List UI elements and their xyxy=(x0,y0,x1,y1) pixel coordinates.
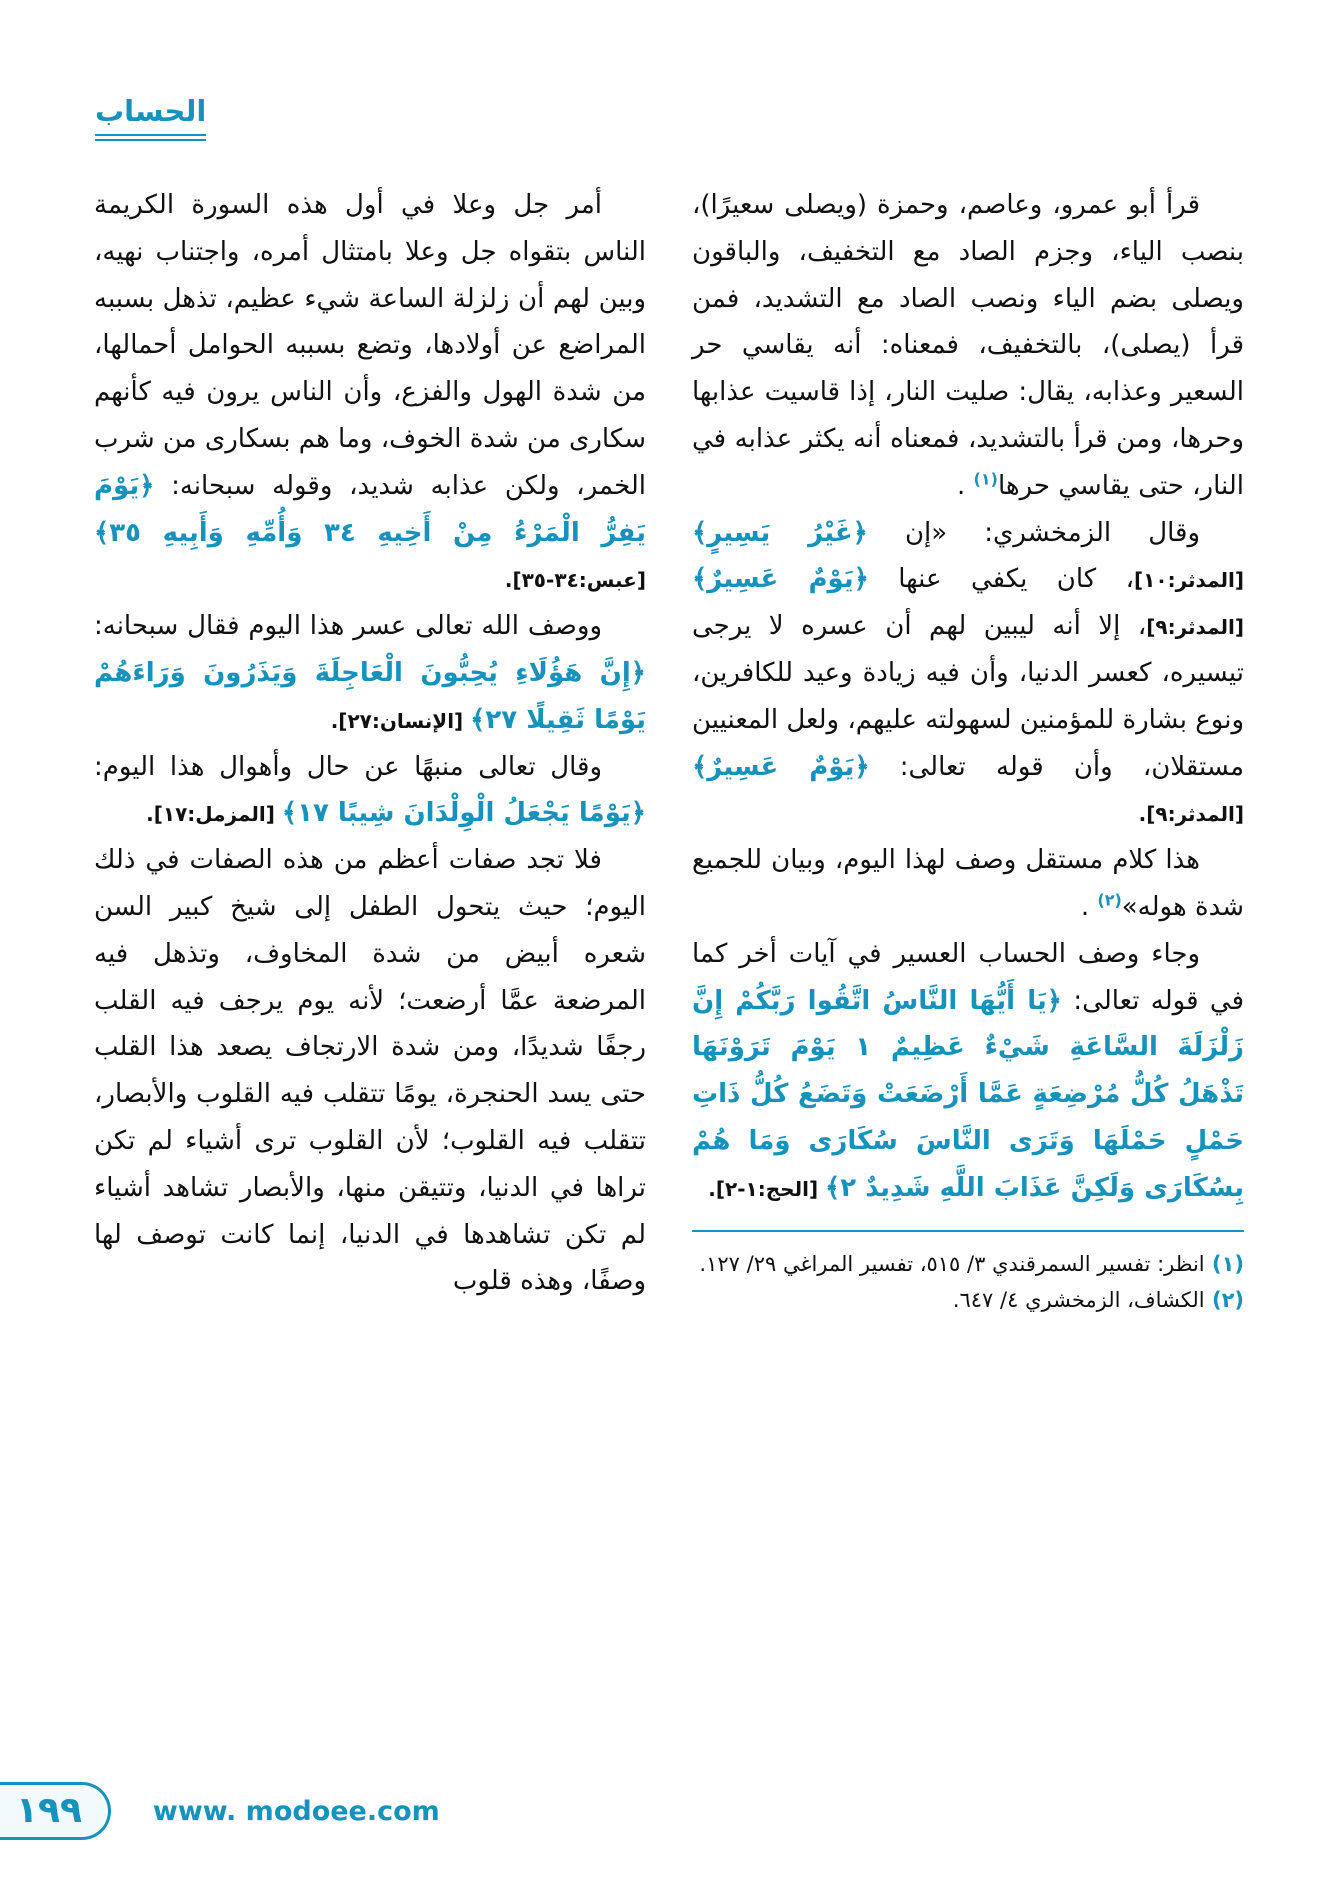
quran-verse: ﴿يَوْمٌ عَسِيرٌ﴾ xyxy=(692,751,870,782)
paragraph xyxy=(692,837,1244,931)
body-text: ، كان يكفي عنها xyxy=(868,564,1135,595)
paragraph xyxy=(692,182,1244,510)
verse-reference: [الإنسان:٢٧]. xyxy=(330,708,471,733)
body-text: وجاء وصف الحساب العسير في آيات أخر كما في قوله تعالى: xyxy=(692,938,1244,1016)
footnote-marker: (١) xyxy=(973,469,998,489)
body-text: أمر جل وعلا في أول هذه السورة الكريمة الناس بتقواه جل وعلا بامتثال أمره، واجتناب نهيه، وبين لهم أن زلزلة الساعة شيء عظيم، تذهل بسببه المراضع عن أولادها، وتضع بسببه الحوامل أحمالها، من شدة الهول والفزع، وأن الناس يرون فيه كأنهم سكارى من شدة الخوف، وما هم بسكارى من شرب الخمر، ولكن عذابه شديد، وقوله سبحانه: xyxy=(94,190,646,501)
footnote-text: انظر: تفسير السمرقندي ٣/ ٥١٥، تفسير المراغي ٢٩/ ١٢٧. xyxy=(699,1251,1205,1276)
body-text: وقال تعالى منبهًا عن حال وأهوال هذا اليوم: xyxy=(94,751,602,782)
quran-verse: ﴿إِنَّ هَؤُلَاءِ يُحِبُّونَ الْعَاجِلَةَ وَيَذَرُونَ وَرَاءَهُمْ يَوْمًا ثَقِيلًا ٢٧﴾ xyxy=(94,657,646,735)
paragraph xyxy=(94,182,646,603)
body-text: وقال الزمخشري: «إن xyxy=(867,517,1200,548)
quran-verse: ﴿يَوْمَ يَفِرُّ الْمَرْءُ مِنْ أَخِيهِ ٣٤ وَأُمِّهِ وَأَبِيهِ ٣٥﴾ xyxy=(94,470,646,548)
page-number: ١٩٩ xyxy=(16,1790,82,1832)
chapter-title: الحساب xyxy=(95,94,207,128)
header-double-rule xyxy=(95,134,206,141)
body-text: هذا كلام مستقل وصف لهذا اليوم، وبيان للجميع شدة هوله» xyxy=(692,845,1244,922)
body-text: قرأ أبو عمرو، وعاصم، وحمزة (ويصلى سعيرًا)، بنصب الياء، وجزم الصاد مع التخفيف، والباقون ويصلى بضم الياء ونصب الصاد مع التشديد، فمن قرأ (يصلى)، بالتخفيف، فمعناه: أنه يقاسي حر السعير وعذابه، يقال: صليت النار، إذا قاسيت عذابها وحرها، ومن قرأ بالتشديد، فمعناه أنه يكثر عذابه في النار، حتى يقاسي حرها xyxy=(692,190,1244,501)
body-text: . xyxy=(1080,891,1098,922)
quran-verse: ﴿غَيْرُ يَسِيرٍ﴾ xyxy=(692,517,868,548)
footnote-text: الكشاف، الزمخشري ٤/ ٦٤٧. xyxy=(952,1288,1205,1313)
page-footer xyxy=(0,1782,440,1840)
verse-reference: [الحج:١-٢]. xyxy=(708,1176,826,1201)
body-text: ووصف الله تعالى عسر هذا اليوم فقال سبحانه: xyxy=(94,611,602,642)
verse-reference: [المدثر:١٠] xyxy=(1134,568,1244,593)
quran-verse: ﴿يَوْمًا يَجْعَلُ الْوِلْدَانَ شِيبًا ١٧﴾ xyxy=(281,798,646,829)
verse-reference: [المزمل:١٧]. xyxy=(146,802,282,827)
footnote xyxy=(692,1246,1244,1283)
paragraph xyxy=(692,931,1244,1212)
footnote-number: (١) xyxy=(1204,1251,1244,1276)
verse-reference: [المدثر:٩] xyxy=(1146,615,1244,640)
footnote-marker: (٢) xyxy=(1097,890,1122,910)
running-header xyxy=(95,94,206,141)
page-number-tab xyxy=(0,1782,111,1840)
footnote-number: (٢) xyxy=(1204,1288,1244,1313)
footnotes-section xyxy=(692,1246,1244,1320)
text-columns xyxy=(94,182,1244,1319)
column-right-text xyxy=(692,182,1244,1212)
body-text: ، إلا أنه ليبين لهم أن عسره لا يرجى تيسيره، كعسر الدنيا، وأن فيه زيادة وعيد للكافرين، ونوع بشارة للمؤمنين لسهولته عليهم، ولعل المعنيين مستقلان، وأن قوله تعالى: xyxy=(692,611,1245,782)
quran-verse: ﴿يَا أَيُّهَا النَّاسُ اتَّقُوا رَبَّكُمْ إِنَّ زَلْزَلَةَ السَّاعَةِ شَيْءٌ عَظِيمٌ ١ يَوْمَ تَرَوْنَهَا تَذْهَلُ كُلُّ مُرْضِعَةٍ عَمَّا أَرْضَعَتْ وَتَضَعُ كُلُّ ذَاتِ حَمْلٍ حَمْلَهَا وَتَرَى النَّاسَ سُكَارَى وَمَا هُمْ بِسُكَارَى وَلَكِنَّ عَذَابَ اللَّهِ شَدِيدٌ ٢﴾ xyxy=(692,985,1244,1203)
body-text: فلا تجد صفات أعظم من هذه الصفات في ذلك اليوم؛ حيث يتحول الطفل إلى شيخ كبير السن شعره أبيض من شدة المخاوف، وتذهل فيه المرضعة عمَّا أرضعت؛ لأنه يوم يرجف فيه القلب رجفًا شديدًا، ومن شدة الارتجاف يصعد هذا القلب حتى يسد الحنجرة، يومًا تتقلب فيه القلوب والأبصار، تتقلب فيه القلوب؛ لأن القلوب ترى أشياء لم تكن تراها في الدنيا، وتتيقن منها، والأبصار تشاهد أشياء لم تكن تشاهدها في الدنيا، إنما كانت توصف لها وصفًا، وهذه قلوب xyxy=(94,845,646,1297)
website-url: www. modoee.com xyxy=(152,1795,440,1827)
paragraph xyxy=(94,603,646,743)
body-text: . xyxy=(957,470,974,501)
column-right xyxy=(692,182,1244,1319)
column-left xyxy=(94,182,646,1319)
verse-reference: [عبس:٣٤-٣٥]. xyxy=(504,568,646,593)
paragraph xyxy=(94,744,646,838)
footnote xyxy=(692,1282,1244,1319)
verse-reference: [المدثر:٩]. xyxy=(1138,802,1244,827)
footnote-separator xyxy=(692,1230,1244,1232)
paragraph xyxy=(692,510,1244,838)
quran-verse: ﴿يَوْمٌ عَسِيرٌ﴾ xyxy=(692,564,869,595)
paragraph xyxy=(94,837,646,1305)
column-left-text xyxy=(94,182,646,1305)
